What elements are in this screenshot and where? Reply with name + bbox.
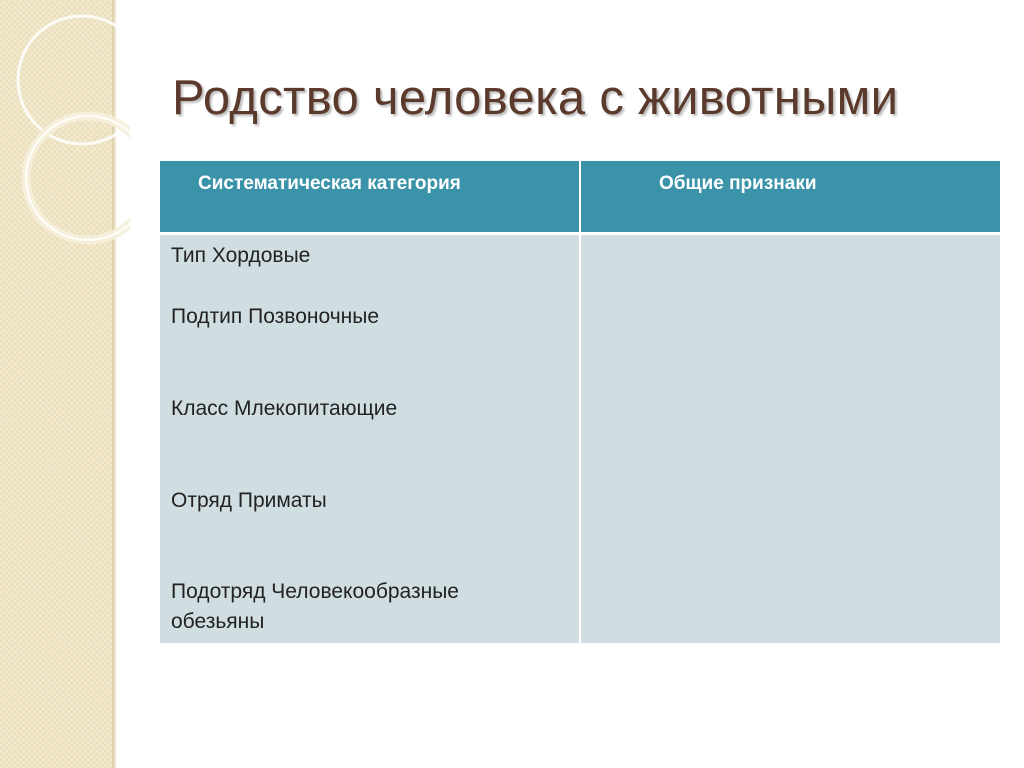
category-order [171,486,327,516]
page-title: Родство человека с животными [172,71,899,125]
table-header-features [581,161,1000,232]
features-cell [581,235,1000,643]
category-subtype [171,302,379,332]
category-label: Подотряд Человекообразные [171,580,459,603]
category-label: Тип Хордовые [171,244,311,267]
category-suborder [171,577,459,637]
category-cell [160,235,579,643]
header-label-category: Систематическая категория [198,173,461,194]
table-header-category [160,161,579,232]
category-label-continued: обезьяны [171,610,265,633]
category-class [171,394,397,424]
category-type [171,241,310,271]
decorative-rings-icon [0,0,130,260]
header-label-features: Общие признаки [659,173,817,194]
category-label: Подтип Позвоночные [171,305,380,328]
classification-table [160,161,1000,643]
category-label: Отряд Приматы [171,489,327,512]
category-label: Класс Млекопитающие [171,397,398,420]
